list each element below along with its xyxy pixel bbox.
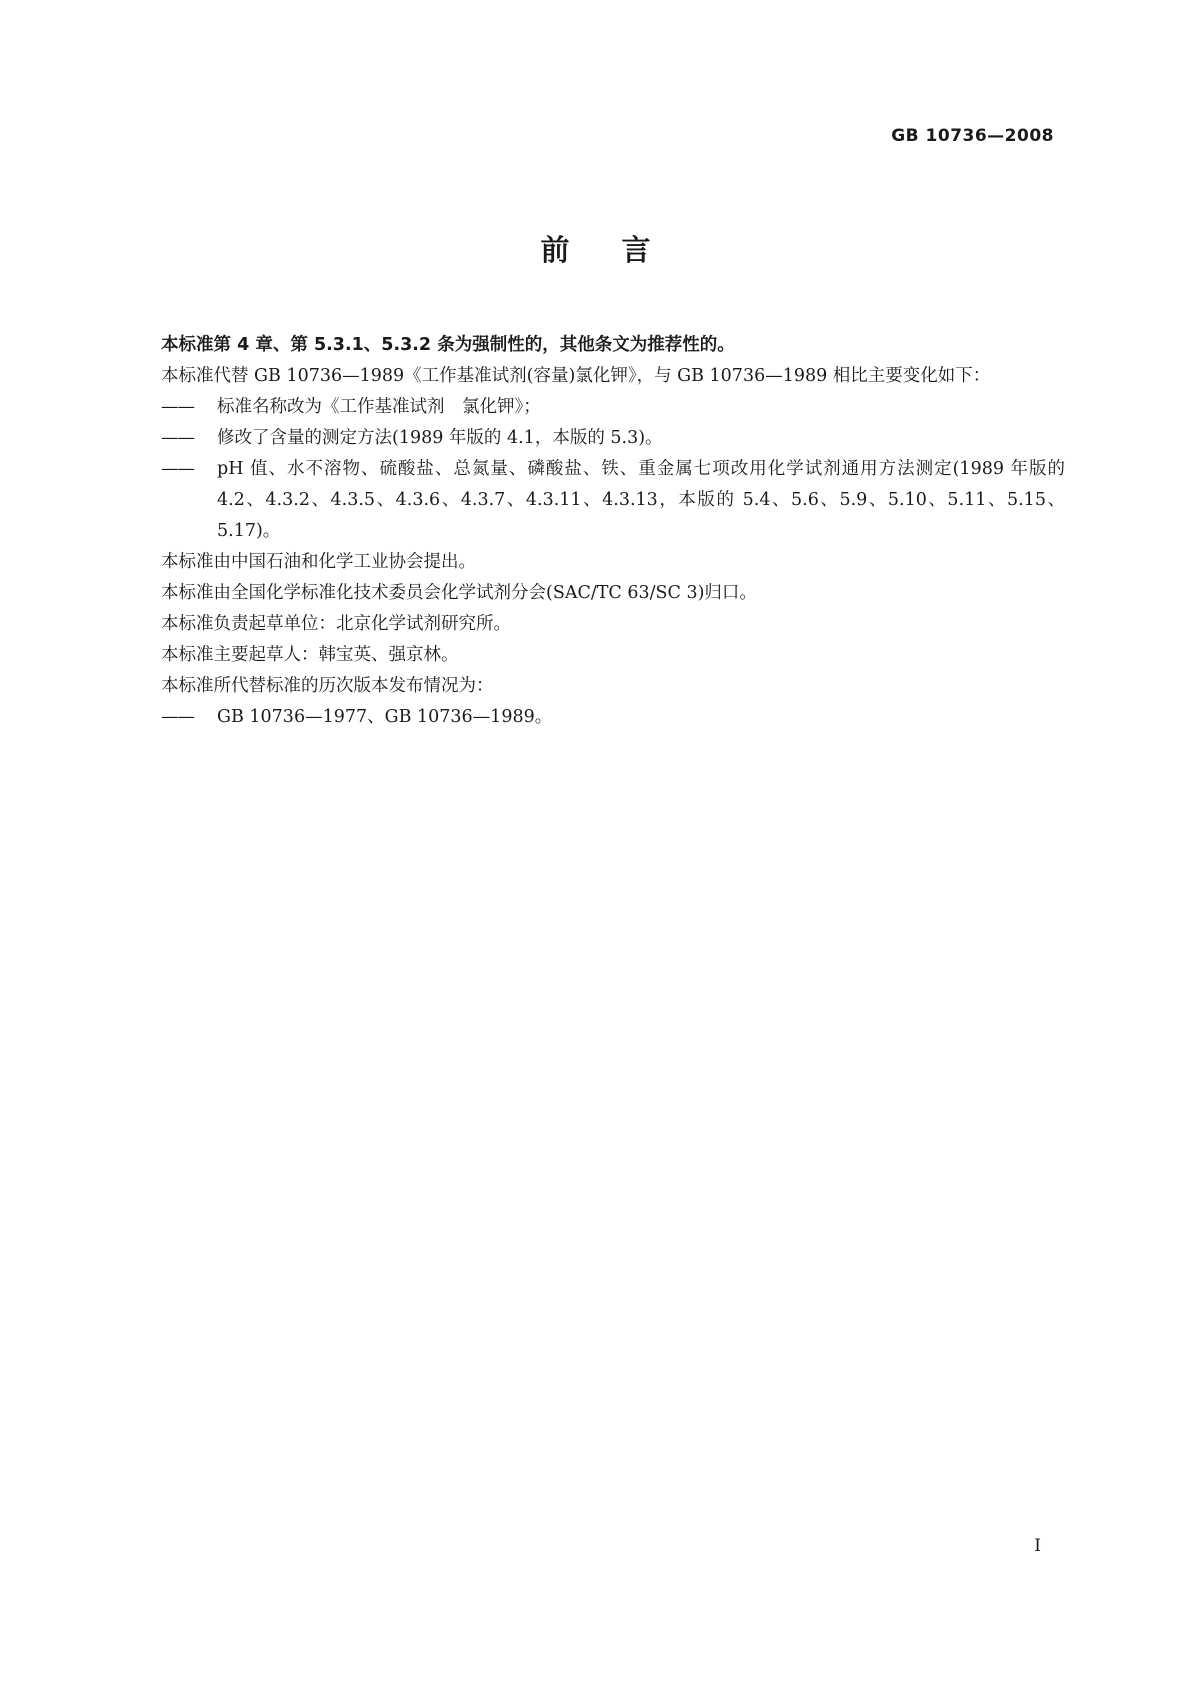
standard-number: GB 10736—2008 [891, 126, 1054, 146]
history-text: GB 10736—1977、GB 10736—1989。 [217, 707, 553, 727]
foreword-body [125, 330, 1065, 733]
dash-bullet: —— [161, 397, 194, 417]
dash-bullet: —— [161, 459, 194, 479]
history-item [125, 702, 1065, 733]
change-text: pH 值、水不溶物、硫酸盐、总氮量、磷酸盐、铁、重金属七项改用化学试剂通用方法测定(1989 年版的 4.2、4.3.2、4.3.5、4.3.6、4.3.7、4.3.11、4.3.13，本版的 5.4、5.6、5.9、5.10、5.11、5.15、5.17)。 [217, 459, 1065, 541]
page-number: I [1034, 1536, 1041, 1556]
change-item [125, 423, 1065, 454]
dash-bullet: —— [161, 428, 194, 448]
dash-bullet: —— [161, 707, 194, 727]
change-text: 修改了含量的测定方法(1989 年版的 4.1，本版的 5.3)。 [217, 428, 663, 448]
proposer-statement: 本标准由中国石油和化学工业协会提出。 [161, 552, 476, 572]
replacement-intro: 本标准代替 GB 10736—1989《工作基准试剂(容量)氯化钾》，与 GB 10736—1989 相比主要变化如下： [161, 366, 991, 386]
change-item [125, 392, 1065, 423]
drafting-unit-statement: 本标准负责起草单位：北京化学试剂研究所。 [161, 614, 511, 634]
change-text: 标准名称改为《工作基准试剂 氯化钾》； [217, 397, 541, 417]
history-intro: 本标准所代替标准的历次版本发布情况为： [161, 676, 494, 696]
page-title: 前言 [540, 233, 703, 267]
drafters-statement: 本标准主要起草人：韩宝英、强京林。 [161, 645, 459, 665]
centralized-statement: 本标准由全国化学标准化技术委员会化学试剂分会(SAC/TC 63/SC 3)归口。 [161, 583, 757, 603]
mandatory-statement: 本标准第 4 章、第 5.3.1、5.3.2 条为强制性的，其他条文为推荐性的。 [161, 335, 735, 355]
change-item [125, 454, 1065, 547]
